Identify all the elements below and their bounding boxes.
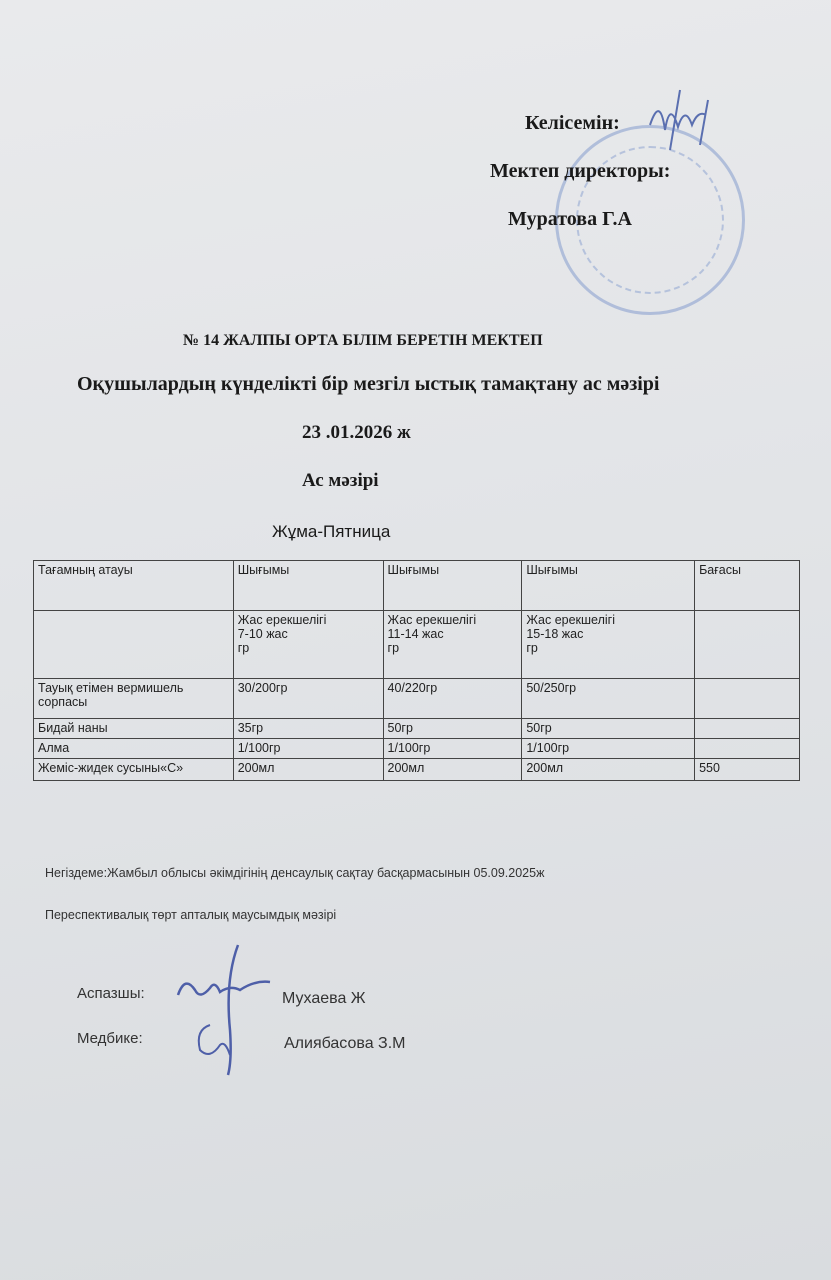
portion-7-10: 200мл bbox=[233, 759, 383, 781]
cook-label: Аспазшы: bbox=[77, 985, 145, 1002]
portion-15-18: 200мл bbox=[522, 759, 695, 781]
age-group-cell bbox=[383, 611, 522, 679]
age-unit: гр bbox=[526, 641, 538, 655]
price bbox=[695, 719, 800, 739]
header-cell: Шығымы bbox=[383, 561, 522, 611]
age-range: 7-10 жас bbox=[237, 627, 288, 641]
age-label: Жас ерекшелігі bbox=[387, 613, 477, 627]
basis-note: Негіздеме:Жамбыл облысы әкімдігінің денсаулық сақтау басқармасынын 05.09.2025ж bbox=[45, 866, 545, 880]
table-row bbox=[34, 679, 800, 719]
menu-date: 23 .01.2026 ж bbox=[302, 422, 411, 443]
price bbox=[695, 679, 800, 719]
header-cell: Шығымы bbox=[522, 561, 695, 611]
empty-cell bbox=[695, 611, 800, 679]
age-group-row bbox=[34, 611, 800, 679]
portion-7-10: 1/100гр bbox=[233, 739, 383, 759]
approval-label: Келісемін: bbox=[525, 112, 620, 134]
school-title: № 14 ЖАЛПЫ ОРТА БІЛІМ БЕРЕТІН МЕКТЕП bbox=[183, 332, 543, 349]
dish-name: Жеміс-жидек сусыны«С» bbox=[34, 759, 234, 781]
portion-11-14: 50гр bbox=[383, 719, 522, 739]
header-cell: Бағасы bbox=[695, 561, 800, 611]
menu-table bbox=[33, 560, 800, 781]
age-label: Жас ерекшелігі bbox=[237, 613, 327, 627]
approval-position: Мектеп директоры: bbox=[490, 160, 671, 182]
document-subtitle: Оқушылардың күнделікті бір мезгіл ыстық тамақтану ас мәзірі bbox=[77, 373, 660, 395]
approval-name: Муратова Г.А bbox=[508, 208, 632, 230]
cook-signature bbox=[170, 940, 290, 1080]
age-group-cell bbox=[522, 611, 695, 679]
header-cell: Шығымы bbox=[233, 561, 383, 611]
perspective-note: Переспективалық төрт апталық маусымдық мәзірі bbox=[45, 908, 337, 922]
age-label: Жас ерекшелігі bbox=[526, 613, 615, 627]
portion-15-18: 1/100гр bbox=[522, 739, 695, 759]
portion-7-10: 30/200гр bbox=[233, 679, 383, 719]
portion-11-14: 1/100гр bbox=[383, 739, 522, 759]
portion-11-14: 200мл bbox=[383, 759, 522, 781]
director-signature bbox=[640, 85, 720, 155]
table-row bbox=[34, 739, 800, 759]
portion-11-14: 40/220гр bbox=[383, 679, 522, 719]
price bbox=[695, 739, 800, 759]
empty-cell bbox=[34, 611, 234, 679]
day-label: Жұма-Пятница bbox=[272, 522, 391, 541]
age-group-cell bbox=[233, 611, 383, 679]
price: 550 bbox=[695, 759, 800, 781]
menu-heading: Ас мәзірі bbox=[302, 470, 379, 491]
age-unit: гр bbox=[237, 641, 250, 655]
dish-name: Алма bbox=[34, 739, 234, 759]
table-header-row bbox=[34, 561, 800, 611]
portion-15-18: 50/250гр bbox=[522, 679, 695, 719]
age-unit: гр bbox=[387, 641, 400, 655]
cook-name: Мухаева Ж bbox=[282, 990, 366, 1007]
table-row bbox=[34, 759, 800, 781]
nurse-label: Медбике: bbox=[77, 1030, 143, 1047]
header-cell: Тағамның атауы bbox=[34, 561, 234, 611]
portion-15-18: 50гр bbox=[522, 719, 695, 739]
dish-name: Бидай наны bbox=[34, 719, 234, 739]
nurse-name: Алиябасова З.М bbox=[284, 1035, 406, 1052]
dish-name: Тауық етімен вермишель сорпасы bbox=[34, 679, 234, 719]
table-row bbox=[34, 719, 800, 739]
age-range: 11-14 жас bbox=[387, 627, 444, 641]
portion-7-10: 35гр bbox=[233, 719, 383, 739]
age-range: 15-18 жас bbox=[526, 627, 584, 641]
